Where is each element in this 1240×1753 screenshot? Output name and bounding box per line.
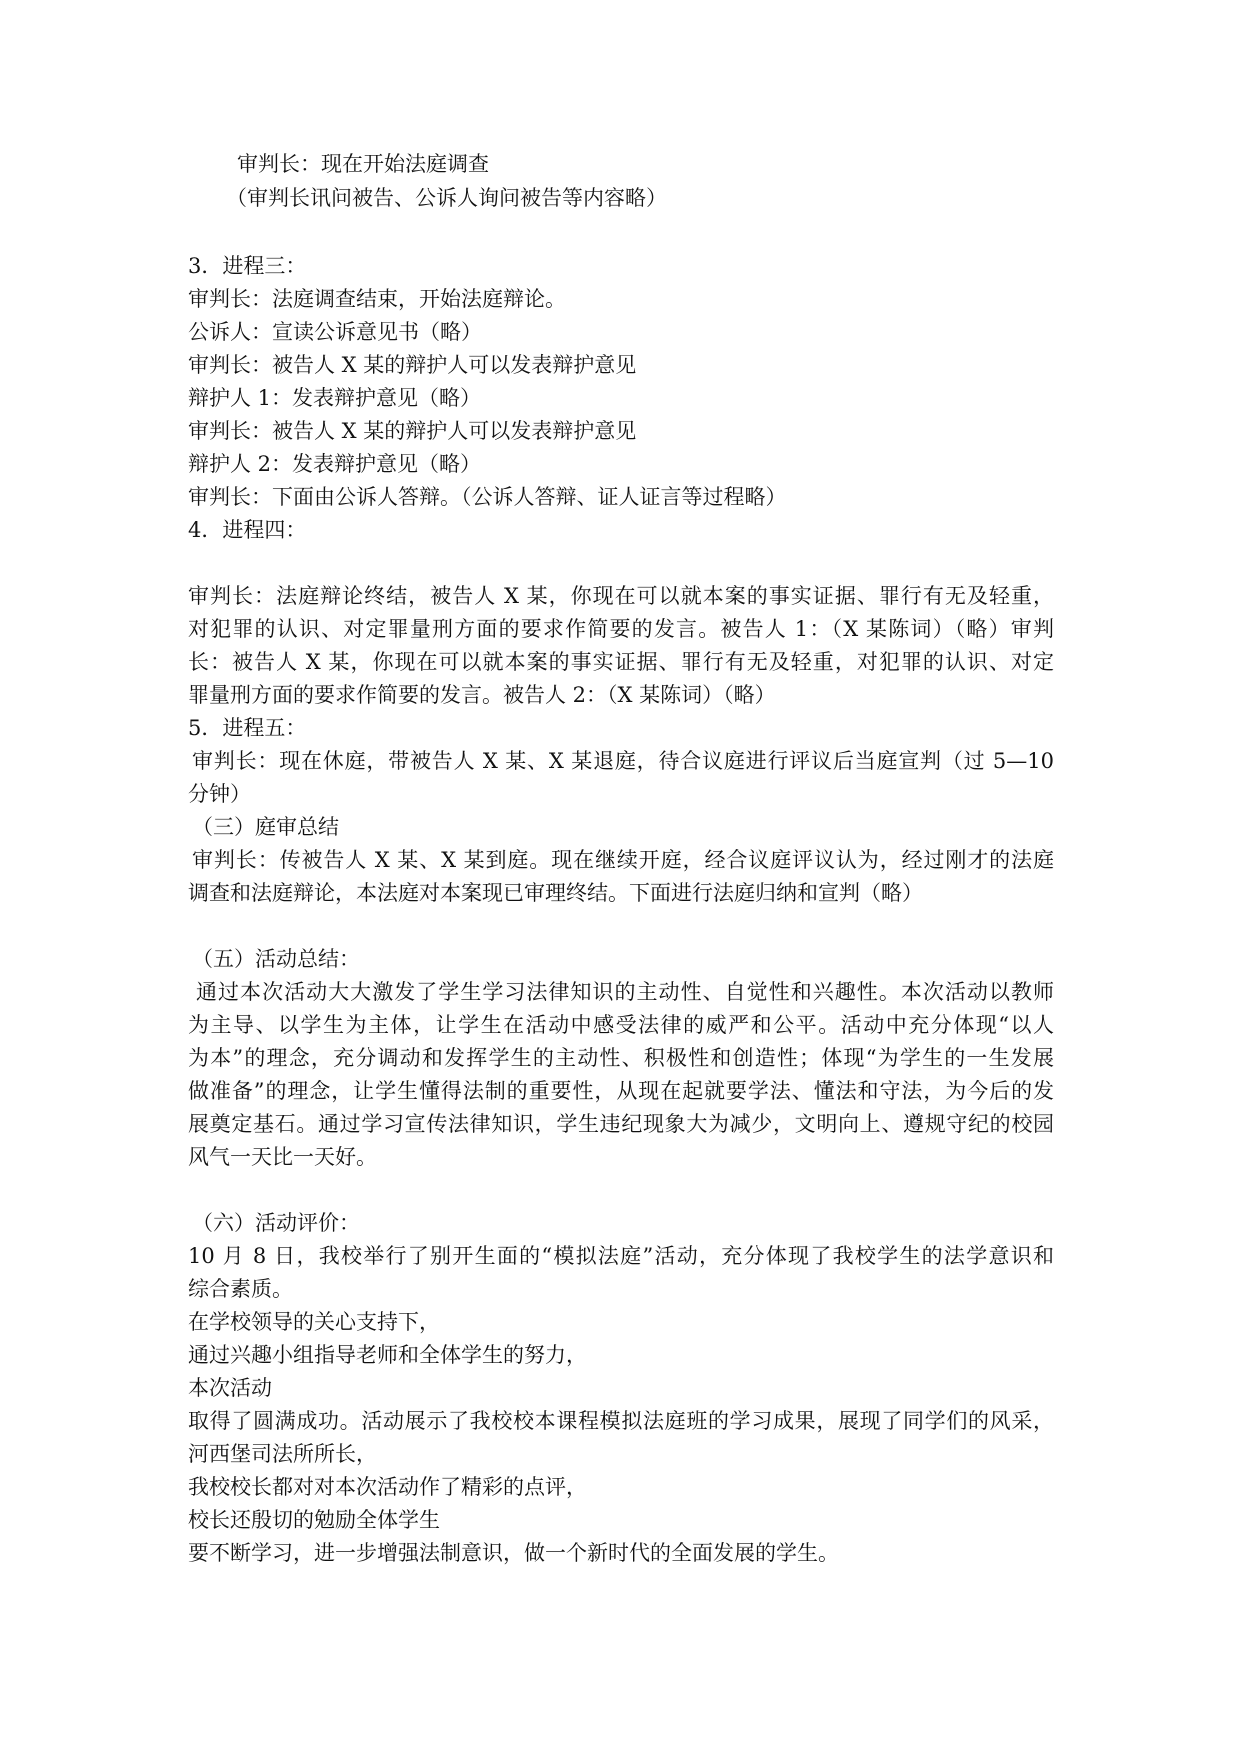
- text-line: 为本”的理念，充分调动和发挥学生的主动性、积极性和创造性；体现“为学生的一生发展: [188, 1046, 1054, 1070]
- text-line: 对犯罪的认识、对定罪量刑方面的要求作简要的发言。被告人 1：（X 某陈词）（略）审判: [188, 617, 1054, 641]
- text-line: 我校校长都对对本次活动作了精彩的点评，: [188, 1475, 587, 1499]
- text-line: 取得了圆满成功。活动展示了我校校本课程模拟法庭班的学习成果，展现了同学们的风采，: [188, 1409, 1054, 1433]
- text-line: 要不断学习，进一步增强法制意识，做一个新时代的全面发展的学生。: [188, 1541, 839, 1565]
- text-line: 调查和法庭辩论，本法庭对本案现已审理终结。下面进行法庭归纳和宣判（略）: [188, 881, 923, 905]
- section-heading: 5．进程五：: [188, 716, 307, 740]
- text-line: 公诉人：宣读公诉意见书（略）: [188, 320, 482, 344]
- text-line: 校长还殷切的勉励全体学生: [188, 1508, 440, 1532]
- section-heading: （三）庭审总结: [192, 815, 339, 839]
- text-line: 通过本次活动大大激发了学生学习法律知识的主动性、自觉性和兴趣性。本次活动以教师: [196, 980, 1054, 1004]
- text-line: 审判长：法庭调查结束，开始法庭辩论。: [188, 287, 566, 311]
- text-line: 审判长：下面由公诉人答辩。（公诉人答辩、证人证言等过程略）: [188, 485, 787, 509]
- text-line: 展奠定基石。通过学习宣传法律知识，学生违纪现象大为减少，文明向上、遵规守纪的校园: [188, 1112, 1054, 1136]
- text-line: 长：被告人 X 某，你现在可以就本案的事实证据、罪行有无及轻重，对犯罪的认识、对定: [188, 650, 1054, 674]
- section-heading: 4．进程四：: [188, 518, 307, 542]
- text-line: 综合素质。: [188, 1277, 293, 1301]
- text-line: 风气一天比一天好。: [188, 1145, 377, 1169]
- text-line: 在学校领导的关心支持下，: [188, 1310, 440, 1334]
- text-line: 河西堡司法所所长，: [188, 1442, 377, 1466]
- text-line: 分钟）: [188, 782, 251, 806]
- text-line: 审判长：现在开始法庭调查: [237, 152, 489, 176]
- text-line: 辩护人 1：发表辩护意见（略）: [188, 386, 482, 410]
- text-line: 罪量刑方面的要求作简要的发言。被告人 2：（X 某陈词）（略）: [188, 683, 776, 707]
- text-line: （审判长讯问被告、公诉人询问被告等内容略）: [226, 186, 667, 210]
- text-line: 审判长：被告人 X 某的辩护人可以发表辩护意见: [188, 419, 637, 443]
- text-line: 本次活动: [188, 1376, 272, 1400]
- section-heading: （六）活动评价：: [192, 1211, 360, 1235]
- text-line: 10 月 8 日，我校举行了别开生面的“模拟法庭”活动，充分体现了我校学生的法学意识和: [188, 1244, 1054, 1268]
- text-line: 审判长：被告人 X 某的辩护人可以发表辩护意见: [188, 353, 637, 377]
- section-heading: 3．进程三：: [188, 254, 307, 278]
- text-line: 审判长：法庭辩论终结，被告人 X 某，你现在可以就本案的事实证据、罪行有无及轻重，: [188, 584, 1054, 608]
- text-line: 审判长：现在休庭，带被告人 X 某、X 某退庭，待合议庭进行评议后当庭宣判（过 5—10: [192, 749, 1054, 773]
- text-line: 审判长：传被告人 X 某、X 某到庭。现在继续开庭，经合议庭评议认为，经过刚才的法庭: [192, 848, 1054, 872]
- text-line: 做准备”的理念，让学生懂得法制的重要性，从现在起就要学法、懂法和守法，为今后的发: [188, 1079, 1054, 1103]
- text-line: 为主导、以学生为主体，让学生在活动中感受法律的威严和公平。活动中充分体现“以人: [188, 1013, 1054, 1037]
- text-line: 通过兴趣小组指导老师和全体学生的努力，: [188, 1343, 587, 1367]
- section-heading: （五）活动总结：: [192, 947, 360, 971]
- text-line: 辩护人 2：发表辩护意见（略）: [188, 452, 482, 476]
